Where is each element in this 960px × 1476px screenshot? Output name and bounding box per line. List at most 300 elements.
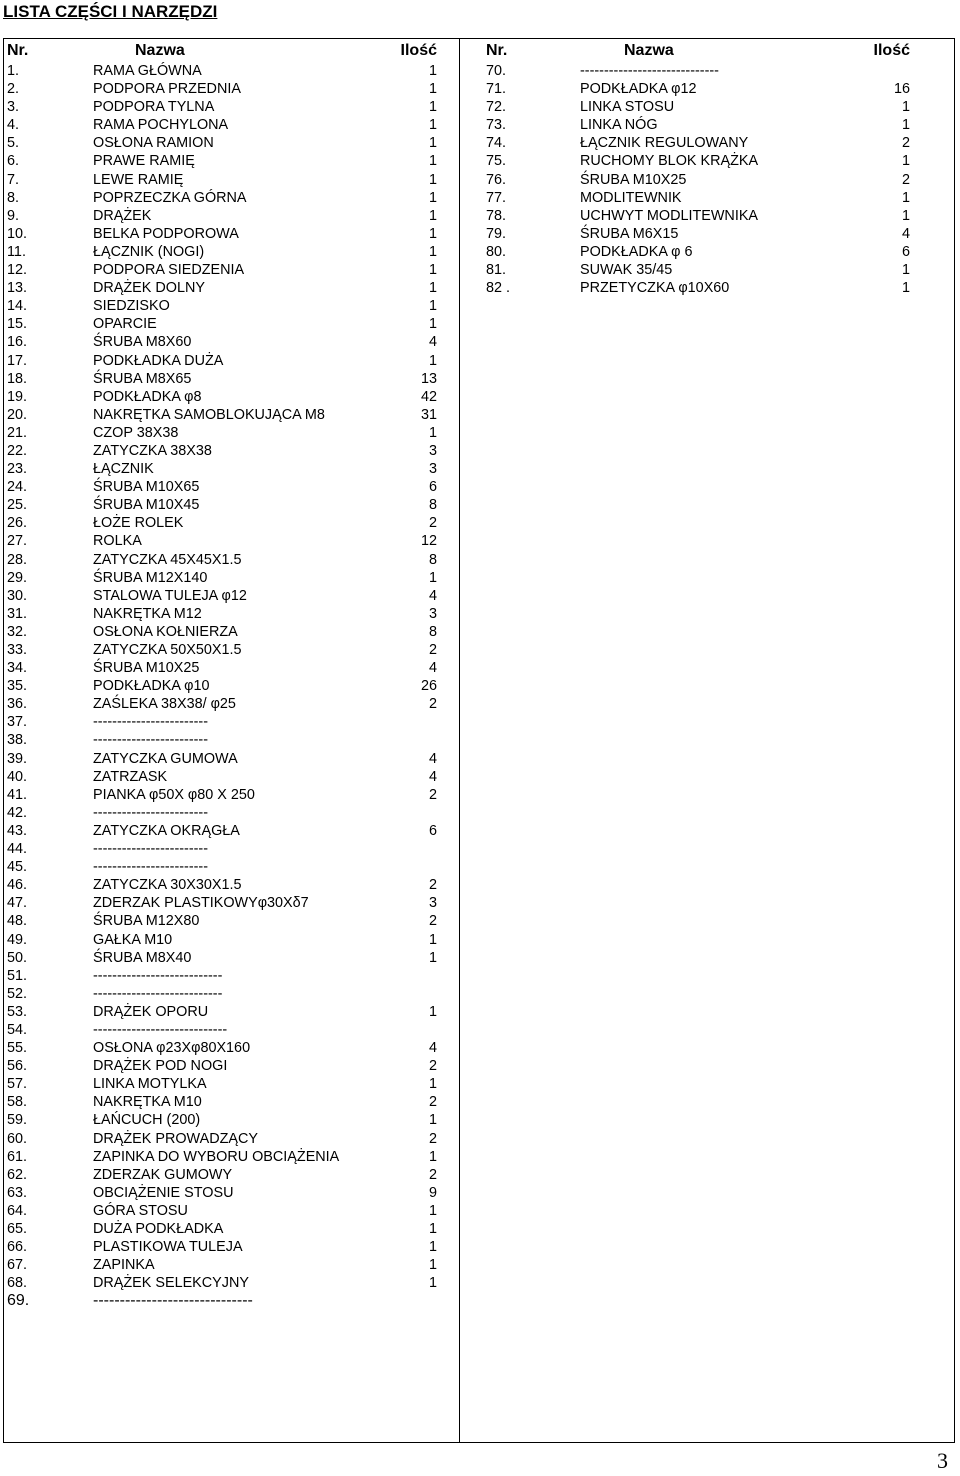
- part-number: 27.: [7, 533, 28, 550]
- table-row: [5, 1202, 457, 1220]
- part-number: 4.: [7, 117, 20, 134]
- table-row: [5, 786, 457, 804]
- header-name: Nazwa: [135, 42, 185, 59]
- part-quantity: 1: [901, 189, 910, 206]
- part-name: ---------------------------: [93, 985, 223, 1002]
- part-name: DRĄŻEK: [93, 207, 152, 224]
- part-number: 60.: [7, 1130, 28, 1147]
- table-row: [5, 1075, 457, 1093]
- table-row: [5, 478, 457, 496]
- part-quantity: 6: [428, 822, 437, 839]
- header-name: Nazwa: [624, 42, 674, 59]
- table-row: [5, 1130, 457, 1148]
- part-name: ZAŚLEKA 38X38/ φ25: [93, 696, 236, 713]
- part-quantity: 1: [428, 1221, 437, 1237]
- part-name: PODKŁADKA DUŻA: [93, 352, 224, 369]
- part-quantity: 2: [428, 1130, 437, 1147]
- table-row: [5, 641, 457, 659]
- part-number: 66.: [7, 1239, 28, 1256]
- part-name: RUCHOMY BLOK KRĄŻKA: [580, 153, 759, 170]
- part-number: 44.: [7, 841, 28, 858]
- part-quantity: 6: [901, 243, 910, 260]
- part-number: 62.: [7, 1166, 28, 1183]
- part-name: GAŁKA M10: [93, 931, 173, 948]
- table-row: [484, 116, 950, 134]
- table-row: [5, 442, 457, 460]
- part-number: 40.: [7, 768, 28, 785]
- part-number: 13.: [7, 280, 28, 297]
- part-quantity: 1: [428, 316, 437, 333]
- part-quantity: 8: [428, 551, 437, 568]
- part-number: 35.: [7, 678, 28, 695]
- table-row: [5, 352, 457, 370]
- part-name: OBCIĄŻENIE STOSU: [93, 1184, 234, 1201]
- part-quantity: 1: [901, 99, 910, 116]
- page-title: LISTA CZĘŚCI I NARZĘDZI: [3, 2, 218, 21]
- part-number: 73.: [486, 117, 507, 134]
- part-name: ROLKA: [93, 533, 142, 550]
- part-name: NAKRĘTKA SAMOBLOKUJĄCA M8: [93, 406, 325, 423]
- part-name: GÓRA STOSU: [93, 1202, 188, 1219]
- part-name: STALOWA TULEJA φ12: [93, 587, 247, 604]
- header-nr: Nr.: [486, 42, 508, 59]
- part-number: 75.: [486, 153, 507, 170]
- part-name: ---------------------------: [93, 967, 223, 984]
- column-divider: [459, 38, 460, 1443]
- part-name: ŚRUBA M12X140: [93, 569, 208, 586]
- part-name: PLASTIKOWA TULEJA: [93, 1239, 243, 1256]
- part-number: 56.: [7, 1058, 28, 1075]
- part-number: 11.: [7, 243, 26, 260]
- part-quantity: 1: [901, 280, 910, 297]
- table-row: [5, 514, 457, 532]
- table-row: [5, 623, 457, 641]
- table-row: [5, 1003, 457, 1021]
- table-row: [5, 279, 457, 297]
- part-name: PODKŁADKA φ 6: [580, 243, 693, 260]
- table-row: [5, 551, 457, 569]
- part-quantity: 1: [901, 207, 910, 224]
- part-number: 39.: [7, 750, 28, 767]
- part-number: 34.: [7, 660, 28, 677]
- part-quantity: 16: [893, 81, 910, 98]
- part-number: 50.: [7, 949, 28, 966]
- table-row: [5, 98, 457, 116]
- part-quantity: 4: [901, 225, 910, 242]
- parts-list-left: [5, 62, 457, 1310]
- table-row: [484, 62, 950, 80]
- part-number: 10.: [7, 225, 28, 242]
- part-number: 28.: [7, 551, 28, 568]
- part-name: ŁĄCZNIK: [93, 461, 154, 478]
- table-row: [5, 496, 457, 514]
- part-number: 25.: [7, 497, 28, 514]
- part-name: ZATYCZKA 30X30X1.5: [93, 877, 242, 894]
- part-name: ŚRUBA M10X25: [93, 660, 200, 677]
- part-quantity: 26: [420, 678, 437, 695]
- table-row: [5, 116, 457, 134]
- part-name: ZATYCZKA 38X38: [93, 442, 212, 459]
- table-row: [484, 225, 950, 243]
- part-quantity: 1: [428, 569, 437, 586]
- table-row: [5, 207, 457, 225]
- part-name: POPRZECZKA GÓRNA: [93, 189, 247, 206]
- part-quantity: 1: [428, 1275, 437, 1292]
- part-quantity: 1: [428, 1257, 437, 1274]
- part-quantity: 2: [428, 515, 437, 532]
- table-row: [5, 695, 457, 713]
- part-number: 6.: [7, 153, 20, 170]
- part-number: 58.: [7, 1094, 28, 1111]
- part-quantity: 2: [428, 1094, 437, 1111]
- part-number: 9.: [7, 207, 20, 224]
- table-row: [5, 1039, 457, 1057]
- part-name: LINKA STOSU: [580, 99, 675, 116]
- table-row: [5, 569, 457, 587]
- table-row: [5, 1256, 457, 1274]
- table-row: [5, 822, 457, 840]
- table-row: [5, 876, 457, 894]
- part-quantity: 12: [420, 533, 437, 550]
- table-row: [484, 279, 950, 297]
- table-row: [5, 1292, 457, 1310]
- part-name: PODKŁADKA φ8: [93, 388, 202, 405]
- table-row: [484, 243, 950, 261]
- table-row: [5, 80, 457, 98]
- table-row: [5, 1166, 457, 1184]
- table-row: [5, 677, 457, 695]
- part-quantity: 1: [428, 1239, 437, 1256]
- part-name: DUŻA PODKŁADKA: [93, 1221, 224, 1237]
- table-header: [5, 40, 457, 62]
- table-row: [5, 1274, 457, 1292]
- part-number: 70.: [486, 63, 507, 79]
- part-name: ŚRUBA M8X65: [93, 370, 192, 387]
- part-name: ZDERZAK GUMOWY: [93, 1166, 233, 1183]
- part-name: ------------------------------: [93, 1292, 253, 1310]
- part-number: 21.: [7, 424, 28, 441]
- part-quantity: 4: [428, 587, 437, 604]
- table-row: [5, 1220, 457, 1238]
- part-number: 14.: [7, 298, 28, 315]
- table-row: [5, 460, 457, 478]
- part-quantity: 4: [428, 750, 437, 767]
- part-name: OPARCIE: [93, 316, 157, 333]
- table-row: [484, 98, 950, 116]
- part-name: ŚRUBA M10X45: [93, 497, 200, 514]
- part-name: ŁĄCZNIK REGULOWANY: [580, 135, 749, 152]
- part-number: 76.: [486, 171, 507, 188]
- part-quantity: 1: [428, 63, 437, 79]
- part-name: LINKA MOTYLKA: [93, 1076, 207, 1093]
- part-quantity: 1: [428, 262, 437, 279]
- header-qty: Ilość: [873, 42, 910, 59]
- part-number: 72.: [486, 99, 507, 116]
- table-row: [5, 297, 457, 315]
- parts-column-left: [5, 40, 457, 1310]
- part-name: PODKŁADKA φ12: [580, 81, 697, 98]
- part-name: ZATYCZKA 45X45X1.5: [93, 551, 242, 568]
- part-number: 51.: [7, 967, 28, 984]
- table-row: [5, 1238, 457, 1256]
- part-name: ŚRUBA M10X65: [93, 479, 200, 496]
- part-name: -----------------------------: [580, 63, 719, 79]
- part-name: UCHWYT MODLITEWNIKA: [580, 207, 759, 224]
- part-quantity: 1: [428, 949, 437, 966]
- part-number: 33.: [7, 642, 28, 658]
- part-number: 48.: [7, 913, 28, 930]
- part-quantity: 2: [428, 913, 437, 930]
- parts-list-right: [484, 62, 950, 297]
- part-quantity: 1: [428, 424, 437, 441]
- part-quantity: 3: [428, 461, 437, 478]
- part-name: LINKA NÓG: [580, 117, 658, 134]
- table-row: [5, 424, 457, 442]
- part-number: 8.: [7, 189, 20, 206]
- table-row: [5, 750, 457, 768]
- parts-column-right: [484, 40, 950, 297]
- part-name: NAKRĘTKA M10: [93, 1094, 202, 1111]
- part-name: CZOP 38X38: [93, 424, 179, 441]
- part-name: ŚRUBA M10X25: [580, 171, 687, 188]
- part-number: 37.: [7, 714, 28, 731]
- part-quantity: 4: [428, 660, 437, 677]
- part-number: 67.: [7, 1257, 28, 1274]
- part-name: OSŁONA RAMION: [93, 135, 214, 152]
- table-row: [5, 768, 457, 786]
- part-quantity: 4: [428, 334, 437, 351]
- table-row: [5, 605, 457, 623]
- part-number: 22.: [7, 442, 28, 459]
- part-quantity: 8: [428, 497, 437, 514]
- part-number: 38.: [7, 732, 28, 749]
- part-number: 41.: [7, 786, 28, 803]
- part-quantity: 1: [428, 207, 437, 224]
- part-number: 3.: [7, 99, 20, 116]
- part-quantity: 1: [428, 99, 437, 116]
- part-number: 61.: [7, 1148, 28, 1165]
- part-name: ZATRZASK: [93, 768, 168, 785]
- part-name: LEWE RAMIĘ: [93, 171, 184, 188]
- part-quantity: 9: [428, 1184, 437, 1201]
- part-name: OSŁONA KOŁNIERZA: [93, 623, 238, 640]
- part-quantity: 2: [428, 1166, 437, 1183]
- part-number: 49.: [7, 931, 28, 948]
- part-number: 2.: [7, 81, 20, 98]
- part-quantity: 8: [428, 623, 437, 640]
- table-row: [5, 858, 457, 876]
- table-row: [5, 931, 457, 949]
- part-quantity: 1: [428, 153, 437, 170]
- part-quantity: 1: [428, 352, 437, 369]
- part-number: 29.: [7, 569, 28, 586]
- part-name: SUWAK 35/45: [580, 262, 673, 279]
- table-row: [5, 840, 457, 858]
- part-quantity: 2: [428, 1058, 437, 1075]
- part-number: 82 .: [486, 280, 511, 297]
- part-number: 71.: [486, 81, 507, 98]
- part-name: ZATYCZKA 50X50X1.5: [93, 642, 242, 658]
- table-row: [5, 804, 457, 822]
- table-row: [484, 189, 950, 207]
- part-quantity: 1: [428, 931, 437, 948]
- part-number: 20.: [7, 406, 28, 423]
- part-name: PODPORA PRZEDNIA: [93, 81, 241, 98]
- table-row: [5, 171, 457, 189]
- part-name: ------------------------: [93, 841, 209, 858]
- part-number: 52.: [7, 985, 28, 1002]
- part-quantity: 3: [428, 895, 437, 912]
- part-quantity: 1: [428, 189, 437, 206]
- part-name: PRAWE RAMIĘ: [93, 153, 195, 170]
- part-quantity: 1: [428, 1202, 437, 1219]
- part-name: ----------------------------: [93, 1021, 228, 1038]
- part-quantity: 2: [428, 642, 437, 658]
- part-number: 81.: [486, 262, 507, 279]
- part-quantity: 2: [901, 135, 910, 152]
- part-number: 32.: [7, 623, 28, 640]
- table-row: [5, 134, 457, 152]
- part-quantity: 13: [420, 370, 437, 387]
- part-quantity: 1: [901, 153, 910, 170]
- part-number: 64.: [7, 1202, 28, 1219]
- header-nr: Nr.: [7, 42, 29, 59]
- part-quantity: 3: [428, 605, 437, 622]
- table-row: [5, 1021, 457, 1039]
- part-name: ZATYCZKA OKRĄGŁA: [93, 822, 240, 839]
- part-number: 63.: [7, 1184, 28, 1201]
- part-name: ZAPINKA DO WYBORU OBCIĄŻENIA: [93, 1148, 340, 1165]
- part-number: 45.: [7, 859, 28, 876]
- part-name: ZAPINKA: [93, 1257, 155, 1274]
- part-name: DRĄŻEK OPORU: [93, 1003, 209, 1020]
- part-name: PODKŁADKA φ10: [93, 678, 210, 695]
- part-number: 69.: [7, 1292, 30, 1310]
- part-number: 18.: [7, 370, 28, 387]
- part-quantity: 1: [428, 81, 437, 98]
- part-quantity: 1: [428, 243, 437, 260]
- part-number: 17.: [7, 352, 28, 369]
- table-row: [484, 152, 950, 170]
- table-row: [5, 315, 457, 333]
- part-number: 74.: [486, 135, 507, 152]
- part-quantity: 1: [428, 298, 437, 315]
- part-name: NAKRĘTKA M12: [93, 605, 202, 622]
- part-name: ŚRUBA M6X15: [580, 225, 679, 242]
- part-quantity: 1: [428, 117, 437, 134]
- part-quantity: 4: [428, 768, 437, 785]
- table-row: [484, 261, 950, 279]
- table-row: [5, 62, 457, 80]
- table-row: [5, 1057, 457, 1075]
- part-quantity: 6: [428, 479, 437, 496]
- part-name: ZATYCZKA GUMOWA: [93, 750, 238, 767]
- table-row: [5, 1148, 457, 1166]
- part-quantity: 1: [428, 171, 437, 188]
- part-name: BELKA PODPOROWA: [93, 225, 239, 242]
- table-row: [5, 388, 457, 406]
- part-name: RAMA GŁÓWNA: [93, 63, 202, 79]
- part-number: 54.: [7, 1021, 28, 1038]
- part-number: 68.: [7, 1275, 28, 1292]
- table-row: [5, 261, 457, 279]
- part-name: ŚRUBA M8X40: [93, 949, 192, 966]
- part-number: 43.: [7, 822, 28, 839]
- part-name: ------------------------: [93, 732, 209, 749]
- table-row: [5, 406, 457, 424]
- part-name: ŁOŻE ROLEK: [93, 515, 184, 532]
- part-number: 5.: [7, 135, 20, 152]
- part-name: PODPORA SIEDZENIA: [93, 262, 245, 279]
- part-name: ŁAŃCUCH (200): [93, 1112, 201, 1129]
- part-number: 77.: [486, 189, 507, 206]
- table-row: [5, 731, 457, 749]
- part-quantity: 1: [428, 135, 437, 152]
- part-quantity: 1: [428, 1003, 437, 1020]
- part-name: ŚRUBA M8X60: [93, 334, 192, 351]
- part-name: RAMA POCHYLONA: [93, 117, 229, 134]
- part-quantity: 3: [428, 442, 437, 459]
- part-quantity: 1: [428, 225, 437, 242]
- part-number: 79.: [486, 225, 507, 242]
- part-quantity: 1: [901, 117, 910, 134]
- part-quantity: 2: [428, 786, 437, 803]
- part-name: ------------------------: [93, 714, 209, 731]
- table-row: [5, 1111, 457, 1129]
- part-quantity: 2: [428, 696, 437, 713]
- table-row: [5, 333, 457, 351]
- part-quantity: 31: [420, 406, 437, 423]
- table-row: [5, 370, 457, 388]
- part-name: ------------------------: [93, 804, 209, 821]
- part-name: PRZETYCZKA φ10X60: [580, 280, 730, 297]
- table-row: [484, 171, 950, 189]
- part-quantity: 1: [428, 1076, 437, 1093]
- part-name: DRĄŻEK DOLNY: [93, 280, 205, 297]
- table-row: [5, 587, 457, 605]
- table-row: [5, 713, 457, 731]
- page-number: 3: [937, 1448, 948, 1473]
- table-row: [5, 894, 457, 912]
- part-name: DRĄŻEK POD NOGI: [93, 1058, 228, 1075]
- part-quantity: 1: [901, 262, 910, 279]
- table-row: [5, 949, 457, 967]
- part-number: 57.: [7, 1076, 28, 1093]
- part-name: ŁĄCZNIK (NOGI): [93, 243, 205, 260]
- table-row: [5, 189, 457, 207]
- part-quantity: 1: [428, 1148, 437, 1165]
- table-row: [484, 134, 950, 152]
- part-name: ZDERZAK PLASTIKOWYφ30Xδ7: [93, 895, 309, 912]
- part-quantity: 42: [420, 388, 437, 405]
- table-row: [5, 967, 457, 985]
- part-quantity: 2: [901, 171, 910, 188]
- part-number: 23.: [7, 461, 28, 478]
- header-qty: Ilość: [400, 42, 437, 59]
- part-name: DRĄŻEK PROWADZĄCY: [93, 1130, 258, 1147]
- part-name: PIANKA φ50X φ80 X 250: [93, 786, 255, 803]
- part-number: 26.: [7, 515, 28, 532]
- part-name: ŚRUBA M12X80: [93, 913, 200, 930]
- table-row: [5, 225, 457, 243]
- part-name: ------------------------: [93, 859, 209, 876]
- part-name: DRĄŻEK SELEKCYJNY: [93, 1275, 249, 1292]
- part-number: 1.: [7, 63, 20, 79]
- part-number: 59.: [7, 1112, 28, 1129]
- part-name: PODPORA TYLNA: [93, 99, 215, 116]
- part-number: 31.: [7, 605, 28, 622]
- table-row: [5, 1093, 457, 1111]
